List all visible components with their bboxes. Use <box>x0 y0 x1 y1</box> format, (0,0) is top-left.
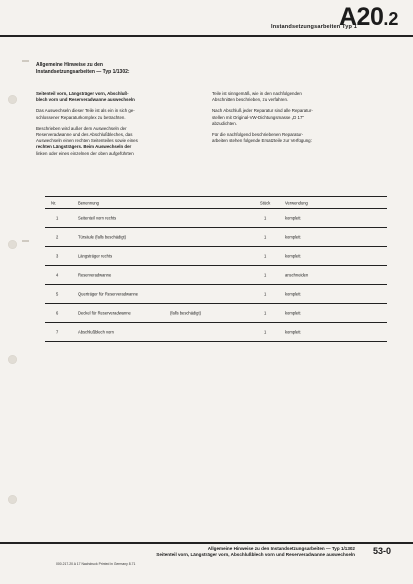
text-line: abzudichten. <box>212 120 237 126</box>
header-use: Verwendung <box>285 200 308 205</box>
text-line: arbeiten stehen folgende Ersatzteile zur Verfügung: <box>212 138 312 144</box>
cell-nr: 6 <box>56 310 59 316</box>
right-column <box>212 91 362 149</box>
section-heading-line-1: Seitenteil vorn, Längsträger vorn, Abschluß- <box>36 91 129 96</box>
text-line: Das Auswechseln dieser Teile ist als ein in sich ge- <box>36 108 135 114</box>
punch-hole <box>8 240 17 249</box>
section-code-sub: .2 <box>383 9 399 29</box>
section-code-main: A20 <box>339 3 384 31</box>
cell-qty: 1 <box>264 234 267 240</box>
intro-line-2: Instandsetzungsarbeiten — Typ 1/1302: <box>36 69 130 75</box>
section-code <box>339 5 398 30</box>
footer-rule <box>0 542 413 544</box>
text-line: Beschrieben wird außer dem Auswechseln der <box>36 125 127 131</box>
text-line: Auswechseln einen rechten Seitenteiles sowie eines <box>36 138 138 144</box>
cell-use: komplett <box>285 234 301 240</box>
cell-note: (falls beschädigt) <box>170 310 201 316</box>
table-row <box>45 285 387 304</box>
table-row <box>45 209 387 228</box>
punch-hole <box>8 355 17 364</box>
table-row <box>45 247 387 266</box>
footer-title-1: Allgemeine Hinweise zu den Instandsetzungsarbeiten — Typ 1/1302 <box>207 546 355 551</box>
cell-nr: 7 <box>56 329 59 335</box>
cell-nr: 3 <box>56 253 59 259</box>
cell-use: komplett <box>285 329 301 335</box>
section-heading <box>36 91 180 103</box>
cell-name: Türsäule (falls beschädigt) <box>78 234 127 240</box>
margin-mark <box>22 240 29 242</box>
print-info: 000.217.20 A 17 Nachdruck Printed in Germany 8.71 <box>56 562 136 566</box>
paragraph <box>36 108 180 120</box>
cell-qty: 1 <box>264 291 267 297</box>
cell-qty: 1 <box>264 253 267 259</box>
cell-name: Längsträger rechts <box>78 253 113 259</box>
header-name: Benennung <box>78 200 99 205</box>
table-row <box>45 304 387 323</box>
margin-mark <box>22 60 29 62</box>
text-line: Für die nachfolgend beschriebenen Reparatur- <box>212 132 304 138</box>
footer-title-2: Seitenteil vorn, Längsträger vorn, Abschlußblech vorn und Reserveradwanne auswechseln <box>156 552 355 557</box>
text-line: schlossener Reparaturkomplex zu betrachten. <box>36 114 126 120</box>
cell-use: komplett <box>285 291 301 297</box>
text-line: rechten Längsträgers. Beim Auswechseln der <box>36 144 132 150</box>
header-rule <box>0 35 413 37</box>
cell-qty: 1 <box>264 329 267 335</box>
cell-nr: 2 <box>56 234 59 240</box>
intro-heading <box>36 62 196 76</box>
table-header-row <box>45 196 387 209</box>
page-number: 53-0 <box>373 546 392 556</box>
table-row <box>45 323 387 342</box>
table-row <box>45 228 387 247</box>
paragraph <box>36 126 180 157</box>
header-qty: Stück <box>260 200 271 205</box>
text-line: Teile ist sinngemäß, wie in den nachfolgenden <box>212 91 302 96</box>
cell-name: Deckel für Reserveradwanne <box>78 310 131 316</box>
cell-qty: 1 <box>264 272 267 278</box>
cell-name: Reserveradwanne <box>78 272 112 278</box>
section-heading-line-2: blech vorn und Reserveradwanne auswechseln <box>36 97 135 103</box>
header-title: Instandsetzungsarbeiten Typ 1 <box>271 24 357 30</box>
cell-use: anschneiden <box>285 272 309 278</box>
text-line: Abschnitten beschrieben, zu verfahren. <box>212 97 289 103</box>
cell-use: komplett <box>285 215 301 221</box>
cell-qty: 1 <box>264 310 267 316</box>
paragraph <box>212 132 362 144</box>
cell-qty: 1 <box>264 215 267 221</box>
text-line: linken oder eines einzelnen der oben aufgeführten <box>36 150 134 156</box>
punch-hole <box>8 95 17 104</box>
table-row <box>45 266 387 285</box>
cell-name: Abschlußblech vorn <box>78 329 114 335</box>
punch-hole <box>8 495 17 504</box>
cell-name: Querträger für Reserveradwanne <box>78 291 139 297</box>
paragraph <box>212 91 362 103</box>
cell-name: Seitenteil vorn rechts <box>78 215 117 221</box>
cell-nr: 5 <box>56 291 59 297</box>
cell-nr: 4 <box>56 272 59 278</box>
text-line: Nach Abschluß jeder Reparatur sind alle Reparatur- <box>212 108 313 114</box>
text-line: Reserveradwanne und des Abschlußbleches, das <box>36 132 133 138</box>
intro-line-1: Allgemeine Hinweise zu den <box>36 62 103 68</box>
paragraph <box>212 108 362 127</box>
cell-nr: 1 <box>56 215 59 221</box>
parts-table <box>45 196 387 342</box>
left-column <box>36 91 180 162</box>
header-nr: Nr. <box>51 200 57 205</box>
cell-use: komplett <box>285 310 301 316</box>
text-line: stellen mit Original-VW-Dichtungsmasse „D 17" <box>212 114 305 120</box>
cell-use: komplett <box>285 253 301 259</box>
